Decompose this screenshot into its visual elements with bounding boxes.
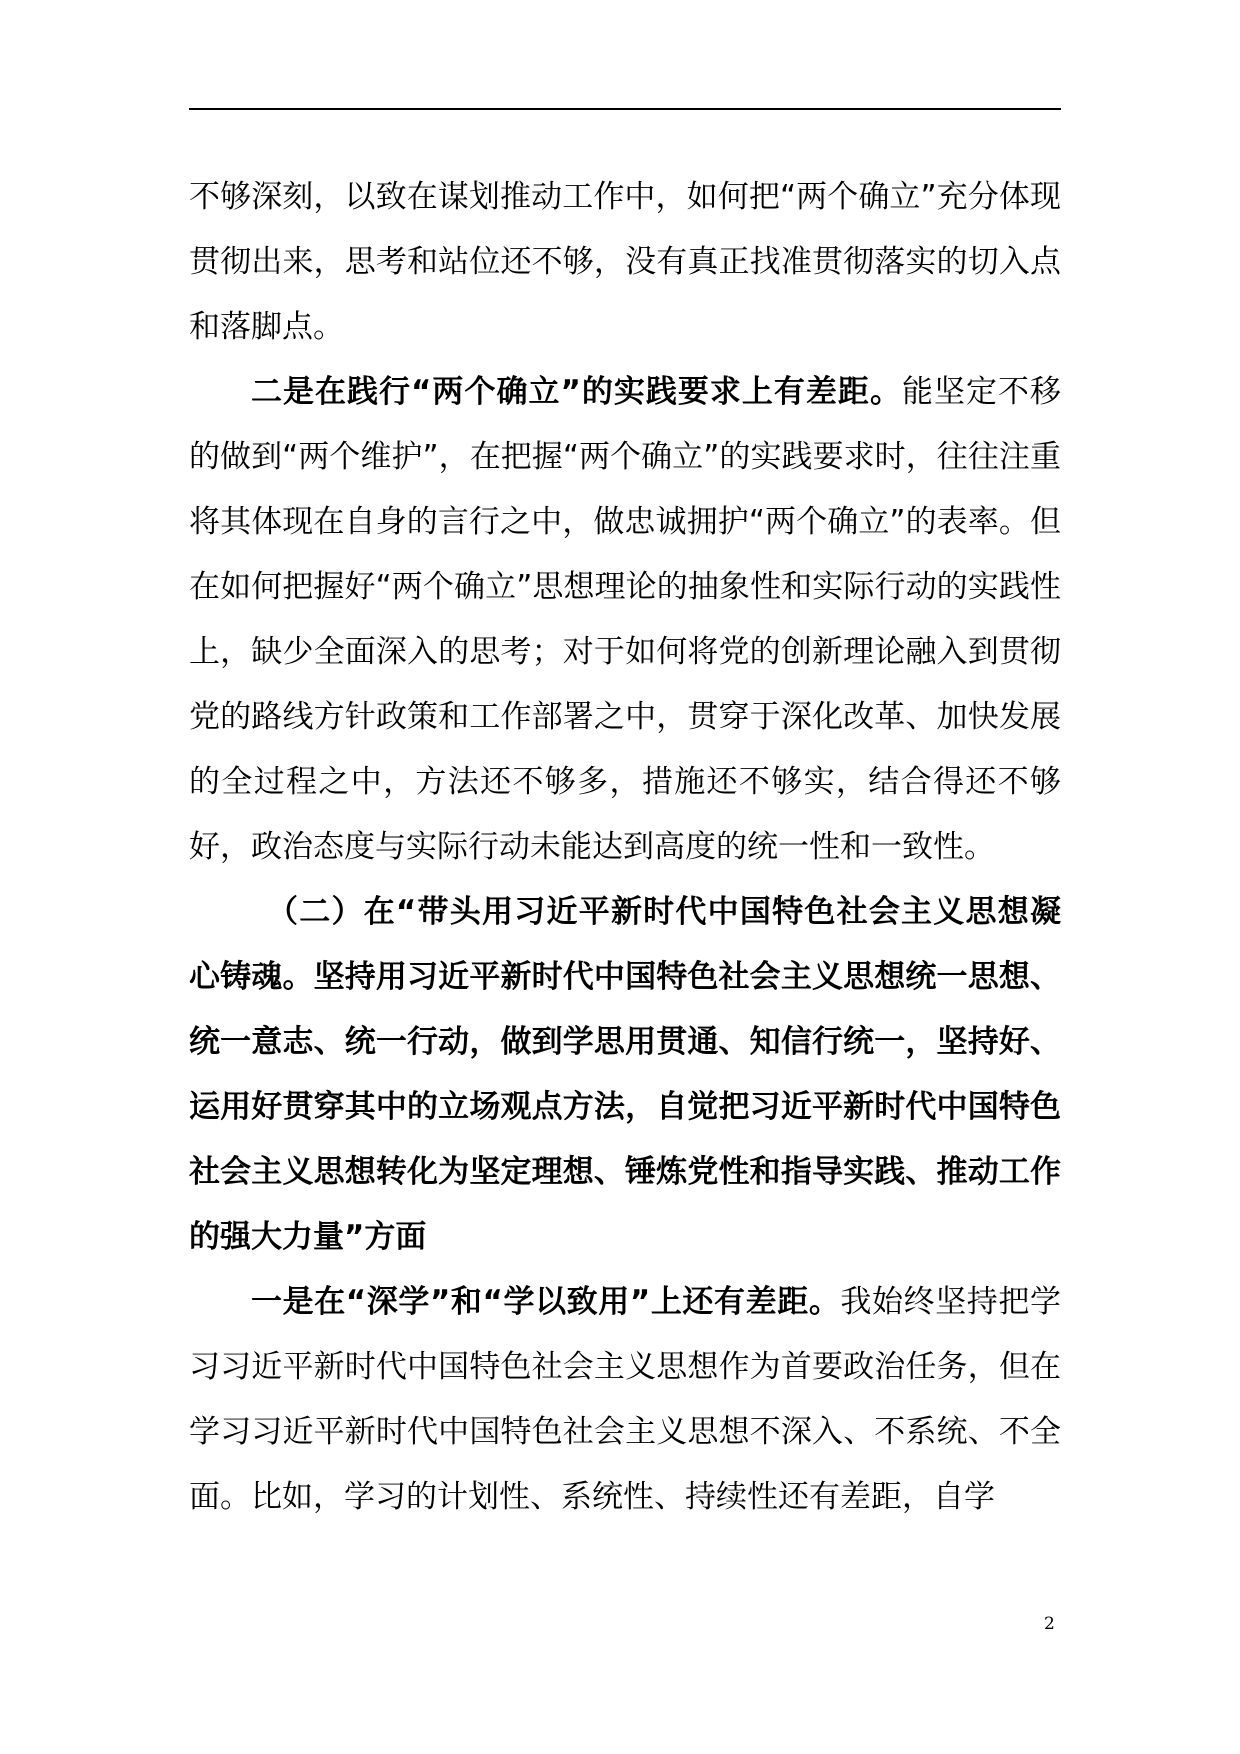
paragraph-lead: 二是在践行“两个确立”的实践要求上有差距。 — [251, 374, 902, 410]
paragraph-text: 不够深刻，以致在谋划推动工作中，如何把“两个确立”充分体现贯彻出来，思考和站位还不够，没有真正找准贯彻落实的切入点和落脚点。 — [189, 179, 1061, 345]
paragraph-text: 能坚定不移的做到“两个维护”，在把握“两个确立”的实践要求时，往往注重将其体现在自身的言行之中，做忠诚拥护“两个确立”的表率。但在如何把握好“两个确立”思想理论的抽象性和实际行动的实践性上，缺少全面深入的思考；对于如何将党的创新理论融入到贯彻党的路线方针政策和工作部署之中，贯穿于深化改革、加快发展的全过程之中，方法还不够多，措施还不够实，结合得还不够好，政治态度与实际行动未能达到高度的统一性和一致性。 — [189, 374, 1062, 865]
paragraph-continuation — [189, 165, 1061, 360]
header-rule — [189, 108, 1061, 110]
paragraph-point-one — [189, 1270, 1061, 1530]
paragraph-lead: 一是在“深学”和“学以致用”上还有差距。 — [251, 1284, 841, 1320]
paragraph-text: 我始终坚持把学习习近平新时代中国特色社会主义思想作为首要政治任务，但在学习习近平新时代中国特色社会主义思想不深入、不系统、不全面。比如，学习的计划性、系统性、持续性还有差距，自学 — [189, 1284, 1061, 1515]
page-number: 2 — [1044, 1614, 1055, 1634]
section-heading-text: （二）在“带头用习近平新时代中国特色社会主义思想凝心铸魂。坚持用习近平新时代中国特色社会主义思想统一思想、统一意志、统一行动，做到学思用贯通、知信行统一，坚持好、运用好贯穿其中的立场观点方法，自觉把习近平新时代中国特色社会主义思想转化为坚定理想、锤炼党性和指导实践、推动工作的强大力量”方面 — [189, 894, 1061, 1255]
paragraph-point-two — [189, 360, 1061, 880]
section-heading — [189, 880, 1061, 1270]
document-body — [189, 165, 1061, 1530]
